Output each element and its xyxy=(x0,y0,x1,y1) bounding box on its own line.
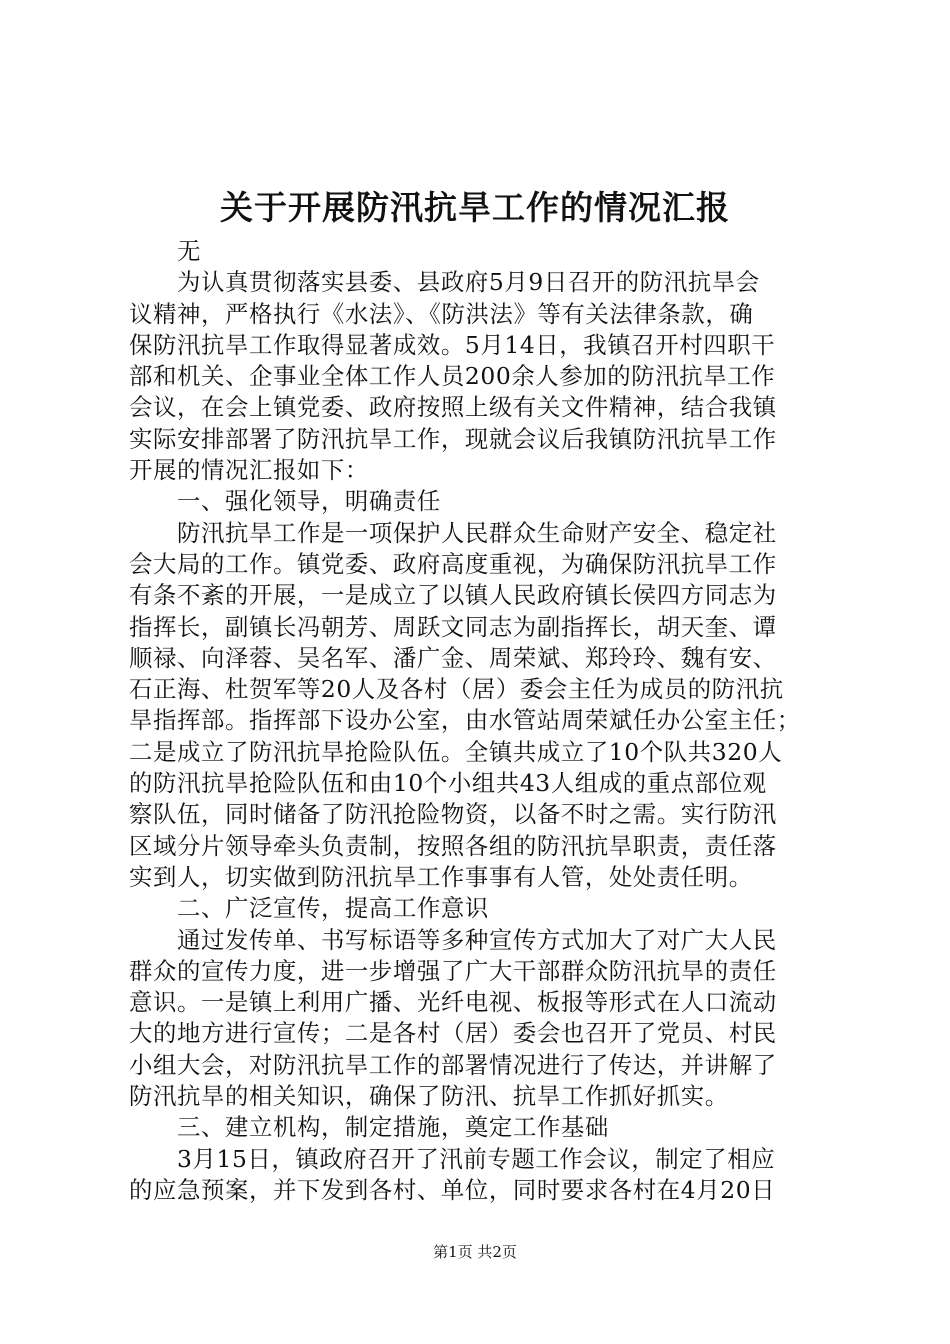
paragraph-line: 部和机关、企事业全体工作人员200余人参加的防汛抗旱工作 xyxy=(129,362,776,391)
paragraph-line: 会议，在会上镇党委、政府按照上级有关文件精神，结合我镇 xyxy=(129,393,777,422)
paragraph-line: 议精神，严格执行《水法》、《防洪法》等有关法律条款，确 xyxy=(129,299,754,328)
paragraph-line: 群众的宣传力度，进一步增强了广大干部群众防汛抗旱的责任 xyxy=(129,956,777,985)
paragraph-line: 指挥长，副镇长冯朝芳、周跃文同志为副指挥长，胡天奎、谭 xyxy=(129,612,777,641)
paragraph-line: 顺禄、向泽蓉、吴名军、潘广金、周荣斌、郑玲玲、魏有安、 xyxy=(129,643,777,672)
paragraph-line: 旱指挥部。指挥部下设办公室，由水管站周荣斌任办公室主任； xyxy=(129,706,801,735)
paragraph-line: 区域分片领导牵头负责制，按照各组的防汛抗旱职责，责任落 xyxy=(129,831,777,860)
paragraph-line: 小组大会，对防汛抗旱工作的部署情况进行了传达，并讲解了 xyxy=(129,1050,777,1079)
document-title: 关于开展防汛抗旱工作的情况汇报 xyxy=(220,188,730,227)
paragraph-line: 防汛抗旱的相关知识，确保了防汛、抗旱工作抓好抓实。 xyxy=(129,1082,729,1111)
page-footer: 第1页 共2页 xyxy=(433,1243,517,1261)
paragraph-line: 为认真贯彻落实县委、县政府5月9日召开的防汛抗旱会 xyxy=(177,268,760,297)
paragraph-line: 实到人，切实做到防汛抗旱工作事事有人管，处处责任明。 xyxy=(129,862,753,891)
paragraph-line: 无 xyxy=(177,237,201,265)
paragraph-line: 会大局的工作。镇党委、政府高度重视，为确保防汛抗旱工作 xyxy=(129,549,777,578)
paragraph-line: 防汛抗旱工作是一项保护人民群众生命财产安全、稳定社 xyxy=(177,518,777,547)
paragraph-line: 3月15日，镇政府召开了汛前专题工作会议，制定了相应 xyxy=(177,1144,776,1173)
paragraph-line: 开展的情况汇报如下： xyxy=(129,456,369,485)
section-heading: 一、强化领导，明确责任 xyxy=(177,487,441,516)
document-body xyxy=(129,236,831,1206)
paragraph-line: 石正海、杜贺军等20人及各村（居）委会主任为成员的防汛抗 xyxy=(129,675,784,704)
paragraph-line: 通过发传单、书写标语等多种宣传方式加大了对广大人民 xyxy=(177,925,777,954)
paragraph-line: 二是成立了防汛抗旱抢险队伍。全镇共成立了10个队共320人 xyxy=(129,737,783,766)
paragraph-line: 实际安排部署了防汛抗旱工作，现就会议后我镇防汛抗旱工作 xyxy=(129,424,777,453)
paragraph-line: 的防汛抗旱抢险队伍和由10个小组共43人组成的重点部位观 xyxy=(129,769,767,798)
paragraph-line: 有条不紊的开展，一是成立了以镇人民政府镇长侯四方同志为 xyxy=(129,581,777,610)
paragraph-line: 察队伍，同时储备了防汛抢险物资，以备不时之需。实行防汛 xyxy=(129,800,777,829)
section-heading: 三、建立机构，制定措施，奠定工作基础 xyxy=(177,1113,609,1142)
paragraph-line: 保防汛抗旱工作取得显著成效。5月14日，我镇召开村四职干 xyxy=(129,330,776,359)
paragraph-line: 意识。一是镇上利用广播、光纤电视、板报等形式在人口流动 xyxy=(129,988,777,1017)
paragraph-line: 大的地方进行宣传；二是各村（居）委会也召开了党员、村民 xyxy=(129,1019,777,1048)
section-heading: 二、广泛宣传，提高工作意识 xyxy=(177,894,489,923)
paragraph-line: 的应急预案，并下发到各村、单位，同时要求各村在4月20日 xyxy=(129,1175,776,1204)
